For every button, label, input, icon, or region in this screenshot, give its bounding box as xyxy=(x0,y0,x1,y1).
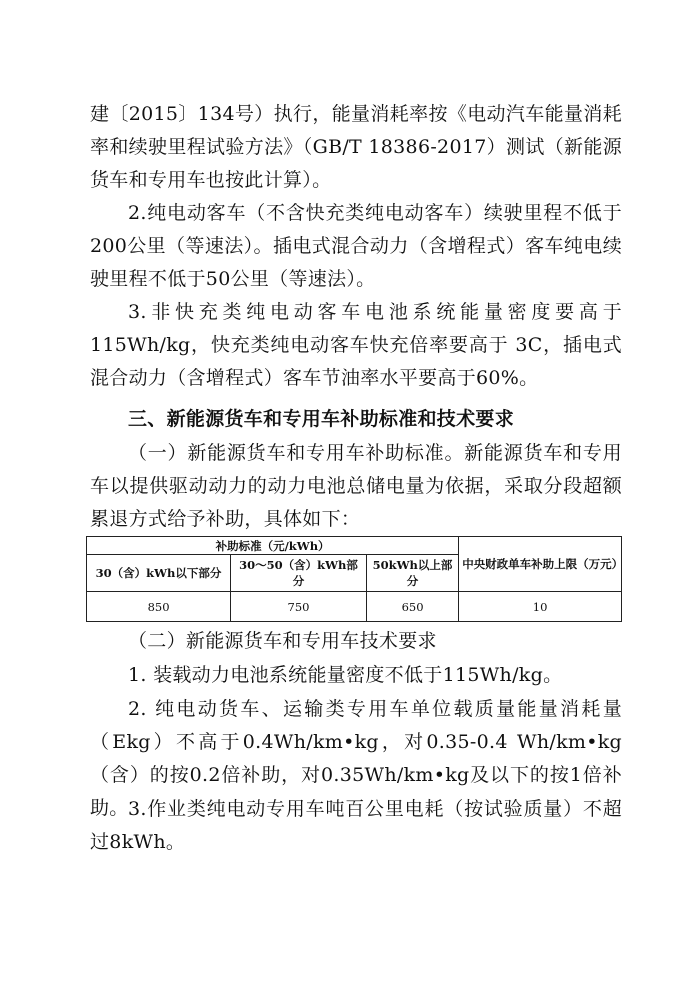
section-heading-truck-subsidy: 三、新能源货车和专用车补助标准和技术要求 xyxy=(128,408,515,430)
table-header-tier-2: 30～50（含）kWh部分 xyxy=(231,555,367,592)
paragraph-passenger-range: 2.纯电动客车（不含快充类纯电动客车）续驶里程不低于200公里（等速法）。插电式混合动力（含增程式）客车纯电续驶里程不低于50公里（等速法）。 xyxy=(90,202,622,290)
table-header-cap: 中央财政单车补助上限（万元） xyxy=(459,537,622,592)
table-header-row xyxy=(87,537,622,555)
table-cell-tier-1: 850 xyxy=(87,592,231,622)
paragraph-passenger-energy-density: 3.非快充类纯电动客车电池系统能量密度要高于115Wh/kg，快充类纯电动客车快充倍率要高于 3C，插电式混合动力（含增程式）客车节油率水平要高于60%。 xyxy=(90,301,622,389)
table-header-tier-3: 50kWh以上部分 xyxy=(366,555,458,592)
subsidy-table xyxy=(86,536,622,622)
paragraph-tech-req-2: 2. 纯电动货车、运输类专用车单位载质量能量消耗量（Ekg）不高于0.4Wh/km•kg，对0.35-0.4 Wh/km•kg（含）的按0.2倍补助，对0.35Wh/km•kg及以下的按1倍补助。 xyxy=(90,698,622,819)
table-cell-tier-3: 650 xyxy=(366,592,458,622)
table-cell-tier-2: 750 xyxy=(231,592,367,622)
paragraph-subsidy-standard: （一）新能源货车和专用车补助标准。新能源货车和专用车以提供驱动动力的动力电池总储电量为依据，采取分段超额累退方式给予补助，具体如下： xyxy=(90,442,622,530)
table-header-subsidy-standard: 补助标准（元/kWh） xyxy=(87,537,459,555)
paragraph-tech-req-3: 3.作业类纯电动专用车吨百公里电耗（按试验质量）不超过8kWh。 xyxy=(90,798,622,853)
table-row xyxy=(87,592,622,622)
paragraph-tech-requirements-heading: （二）新能源货车和专用车技术要求 xyxy=(128,630,437,652)
paragraph-tech-req-1: 1. 装载动力电池系统能量密度不低于115Wh/kg。 xyxy=(128,664,563,686)
paragraph-test-method: 建〔2015〕134号）执行，能量消耗率按《电动汽车能量消耗率和续驶里程试验方法》（GB/T 18386-2017）测试（新能源货车和专用车也按此计算）。 xyxy=(90,103,622,191)
table-header-tier-1: 30（含）kWh以下部分 xyxy=(87,555,231,592)
table-cell-cap: 10 xyxy=(459,592,622,622)
